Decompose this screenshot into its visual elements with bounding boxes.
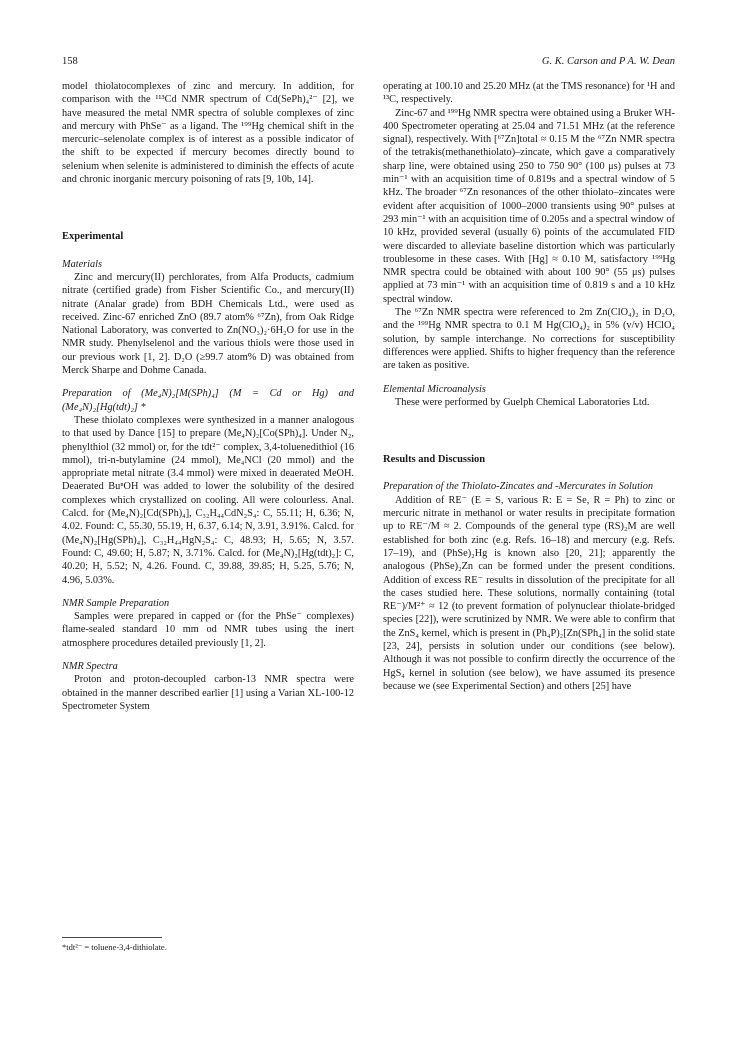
running-head: G. K. Carson and P A. W. Dean	[541, 56, 675, 67]
prep-solution-heading: Preparation of the Thiolato-Zincates and -Mercurates in Solution	[383, 481, 654, 493]
footnote: *tdt²⁻ = toluene-3,4-dithiolate.	[62, 942, 167, 952]
nmr-sample-paragraph: Samples were prepared in capped or (for the PhSe⁻ complexes) flame-sealed standard 10 mm od NMR tubes using the inert atmosphere procedures detailed previously [1, 2].	[62, 611, 354, 649]
nmr-spectra-paragraph: Proton and proton-decoupled carbon-13 NMR spectra were obtained in the manner described earlier [1] using a Varian XL-100-12 Spectrometer System	[62, 674, 354, 712]
zinc67-paragraph: Zinc-67 and ¹⁹⁹Hg NMR spectra were obtained using a Bruker WH-400 Spectrometer operating at 25.04 and 71.51 MHz (at the reference signal), respectively. With [⁶⁷Zn]total ≈ 0.15 M the ⁶⁷Zn NMR spectra of the tetrakis(methanethiolato)–zincate, which gave a comparatively sharp line, were obtained using 250 to 750 90° (100 μs) pulses at 73 min⁻¹ with an acquisition time of 0.819s and a spectral window of 5 kHz. The broader ⁶⁷Zn resonances of the other thiolato–zincates were evident after acquisition of 1000–2000 transients using 90° pulses at 293 min⁻¹ with an acquisition time of 0.205s and a spectral window of 10 kHz, provided several (usually 6) points of the accumulated FID were discarded to alleviate baseline distortion which was particularly troublesome in these cases. With [Hg] ≈ 0.10 M, satisfactory ¹⁹⁹Hg NMR spectra could be obtained with about 100 90° (55 μs) pulses applied at 73 min⁻¹ with an acquisition time of 0.819 s and a 10 kHz spectral window.	[383, 107, 676, 305]
nmr-sample-heading: NMR Sample Preparation	[62, 597, 170, 609]
materials-heading: Materials	[62, 258, 103, 270]
reference-paragraph: The ⁶⁷Zn NMR spectra were referenced to 2m Zn(ClO₄)₂ in D₂O, and the ¹⁹⁹Hg NMR spectra to 0.1 M Hg(ClO₄)₂ in 5% (v/v) HClO₄ solution, by sample interchange. No corrections for susceptibility differences were applied. Shifts to higher frequency than the reference are taken as positive.	[383, 307, 675, 372]
elemental-paragraph: These were performed by Guelph Chemical Laboratories Ltd.	[395, 396, 650, 408]
results-paragraph: Addition of RE⁻ (E = S, various R: E = Se, R = Ph) to zinc or mercuric nitrate in methanol or water results in precipitate formation up to RE⁻/M ≈ 2. Compounds of the general type (RS)₂M are well established for both zinc (e.g. Refs. 16–18) and mercury (e.g. Refs. 17–19), and (PhSe)₂Hg is known also [20, 21]; apparently the analogous (PhSe)₂Zn can be formed under the present conditions. Addition of excess RE⁻ results in dissolution of the precipitate for all the cases studied here. These solutions, normally containing (total RE⁻)/M²⁺ ≈ 12 (to prevent formation of polynuclear thiolate-bridged species [22]), were scrutinized by NMR. We were able to confirm that the ZnS₄ kernel, which is present in (Ph₄P)₂[Zn(SPh₄] in the solid state [23, 24], persists in solution under our conditions (see below). Although it was not possible to confirm directly the occurrence of the HgS₄ kernel in solution (see below), we have assumed its presence because we (see Experimental Section) and others [25] have	[383, 494, 675, 692]
footnote-rule	[62, 937, 162, 938]
results-heading: Results and Discussion	[383, 454, 486, 466]
experimental-heading: Experimental	[62, 231, 124, 243]
elemental-heading: Elemental Microanalysis	[383, 383, 486, 395]
right-column	[383, 80, 675, 693]
materials-paragraph: Zinc and mercury(II) perchlorates, from Alfa Products, cadmium nitrate (certified grade) from Fisher Scientific Co., and mercury(II) nitrate (Analar grade) from BDH Chemicals Ltd., were used as received. Zinc-67 enriched ZnO (89.7 atom% ⁶⁷Zn), from Oak Ridge National Laboratory, was converted to Zn(NO₃)₂·6H₂O for use in the NMR study. Phenylselenol and the various thiols were those used in our previous work [1, 2]. D₂O (≥99.7 atom% D) was obtained from Merck Sharpe and Dohme Canada.	[62, 271, 354, 377]
preparation-heading: Preparation of (Me₄N)₂[M(SPh)₄] (M = Cd or Hg) and (Me₄N)₂[Hg(tdt)₂] *	[62, 388, 354, 413]
intro-paragraph: model thiolatocomplexes of zinc and mercury. In addition, for comparison with the ¹¹³Cd NMR spectrum of Cd(SePh)₄²⁻ [2], we have measured the metal NMR spectra of soluble complexes of zinc and mercury with PhSe⁻ as a ligand. The ¹⁹⁹Hg chemical shift in the mercuric–selenolate complex is of interest as a possible indicator of the shift to be expected if mercury becomes directly bound to selenium when selenite is administered to diminish the effects of acute and chronic inorganic mercury poisoning of rats [9, 10b, 14].	[62, 81, 354, 186]
left-column	[62, 80, 354, 713]
continued-paragraph: operating at 100.10 and 25.20 MHz (at the TMS resonance) for ¹H and ¹³C, respectively.	[383, 81, 675, 106]
page-number: 158	[62, 56, 78, 67]
nmr-spectra-heading: NMR Spectra	[62, 660, 118, 672]
preparation-paragraph: These thiolato complexes were synthesized in a manner analogous to that used by Dance [15] to prepare (Me₄N)₂[Co(SPh)₄]. Under N₂, phenylthiol (32 mmol) or, for the tdt²⁻ complex, 3,4-toluenedithiol (16 mmol), tri-n-butylamine (24 mmol), Me₄NCl (20 mmol) and the appropriate metal nitrate (3.4 mmol) were mixed in deaerated MeOH. Deaerated BuⁿOH was added to lower the solubility of the desired complexes which crystallized on cooling. All were colourless. Anal. Calcd. for (Me₄N)₂[Cd(SPh)₄], C₃₂H₄₄CdN₂S₄: C, 55.11; H, 6.36; N, 4.02. Found: C, 55.30, 55.19, H, 6.37, 6.14; N, 3.91, 3.91%. Calcd. for (Me₄N)₂[Hg(SPh)₄], C₃₂H₄₄HgN₂S₄: C, 48.93; H, 5.65; N, 3.57. Found: C, 49.60; H, 5.87; N, 3.71%. Calcd. for (Me₄N)₂[Hg(tdt)₂]: C, 40.20; H, 5.52; N, 4.26. Found. C, 39.88, 39.85; H, 5.25, 5.76; N, 4.96, 5.03%.	[62, 414, 354, 586]
